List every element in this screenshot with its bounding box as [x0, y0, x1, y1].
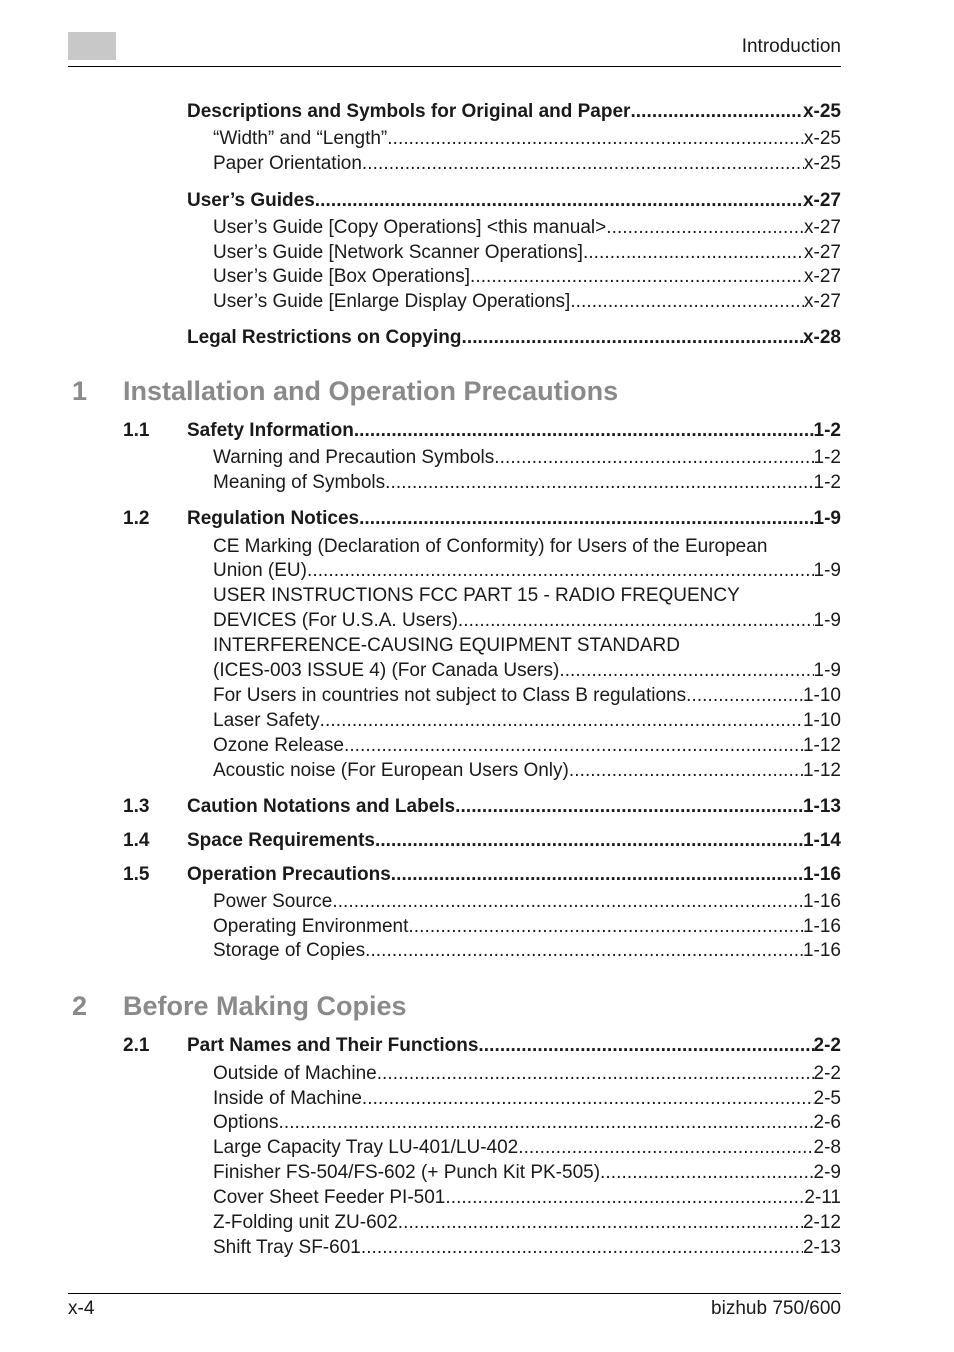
toc-entry-title: “Width” and “Length” [213, 128, 388, 149]
toc-entry-line1[interactable]: INTERFERENCE-CAUSING EQUIPMENT STANDARD [213, 635, 680, 656]
toc-leader-dots [583, 240, 804, 265]
toc-entry[interactable] [213, 708, 841, 733]
toc-entry-page: x-27 [804, 266, 841, 287]
toc-entry-page: 1-16 [802, 940, 841, 961]
toc-entry[interactable] [187, 99, 841, 124]
toc-entry-title: Options [213, 1112, 279, 1133]
toc-entry-page: 1-9 [813, 508, 841, 529]
toc-entry-title: Laser Safety [213, 710, 320, 731]
chapter-heading[interactable] [0, 374, 954, 408]
toc-entry-page: 1-13 [802, 796, 841, 817]
toc-entry[interactable] [213, 1110, 841, 1135]
toc-leader-dots [458, 608, 814, 633]
toc-entry[interactable] [213, 1210, 841, 1235]
toc-leader-dots [570, 289, 804, 314]
toc-leader-dots [478, 1033, 813, 1058]
toc-entry[interactable] [213, 733, 841, 758]
toc-leader-dots [375, 828, 803, 853]
toc-entry-title: Warning and Precaution Symbols [213, 447, 495, 468]
toc-entry-page: 2-11 [804, 1187, 841, 1208]
toc-entry[interactable] [213, 938, 841, 963]
toc-entry[interactable] [213, 1086, 841, 1111]
toc-entry-page: 2-13 [802, 1237, 841, 1258]
product-name: bizhub 750/600 [711, 1298, 841, 1319]
chapter-heading[interactable] [0, 989, 954, 1023]
toc-entry-title: For Users in countries not subject to Class B regulations [213, 685, 687, 706]
toc-entry-title: User’s Guide [Copy Operations] <this manual> [213, 217, 607, 238]
toc-entry[interactable] [213, 1160, 841, 1185]
toc-leader-dots [387, 126, 804, 151]
toc-entry-page: 2-2 [813, 1035, 841, 1056]
toc-leader-dots [359, 506, 813, 531]
toc-entry-title: Ozone Release [213, 735, 344, 756]
toc-entry-page: 1-9 [813, 610, 841, 631]
toc-leader-dots [320, 708, 803, 733]
toc-entry[interactable] [213, 558, 841, 583]
toc-entry-title: Safety Information [187, 420, 354, 441]
toc-leader-dots [361, 1235, 803, 1260]
toc-leader-dots [332, 889, 803, 914]
toc-entry-title: Paper Orientation [213, 153, 362, 174]
toc-entry-page: 1-16 [802, 916, 841, 937]
toc-entry-title: Descriptions and Symbols for Original and Paper [187, 101, 631, 122]
toc-entry-title: Legal Restrictions on Copying [187, 327, 462, 348]
toc-entry-page: x-25 [802, 101, 841, 122]
toc-leader-dots [686, 683, 803, 708]
chapter-title: Installation and Operation Precautions [123, 376, 619, 406]
toc-entry-page: x-25 [804, 128, 841, 149]
toc-entry-page: 2-5 [813, 1088, 841, 1109]
toc-leader-dots [391, 862, 803, 887]
toc-entry-page: 1-12 [802, 735, 841, 756]
toc-entry[interactable] [213, 608, 841, 633]
toc-entry-title: Regulation Notices [187, 508, 360, 529]
section-number: 1.2 [123, 508, 150, 529]
toc-entry-page: 1-14 [802, 830, 841, 851]
toc-leader-dots [344, 733, 803, 758]
toc-entry-page: x-27 [804, 291, 841, 312]
toc-entry-title: Storage of Copies [213, 940, 366, 961]
toc-section-entry[interactable] [187, 862, 841, 887]
toc-entry-page: x-28 [802, 327, 841, 348]
toc-entry[interactable] [213, 1135, 841, 1160]
toc-entry[interactable] [213, 1185, 841, 1210]
toc-leader-dots [278, 1110, 813, 1135]
toc-entry-title: User’s Guide [Enlarge Display Operations] [213, 291, 571, 312]
toc-leader-dots [377, 1061, 814, 1086]
toc-entry[interactable] [213, 126, 841, 151]
toc-entry-title: Operating Environment [213, 916, 409, 937]
toc-section-entry[interactable] [187, 1033, 841, 1058]
toc-entry-page: 1-10 [802, 685, 841, 706]
page-number: x-4 [68, 1298, 95, 1319]
toc-entry-title: Z-Folding unit ZU-602 [213, 1212, 398, 1233]
header-decoration-block [68, 32, 116, 60]
chapter-number: 1 [72, 376, 88, 406]
toc-entry-title: User’s Guide [Network Scanner Operations] [213, 242, 583, 263]
toc-entry-title: Finisher FS-504/FS-602 (+ Punch Kit PK-505) [213, 1162, 601, 1183]
toc-entry-page: 1-9 [813, 560, 841, 581]
toc-entry-page: 1-9 [813, 660, 841, 681]
toc-entry-page: x-27 [804, 217, 841, 238]
toc-entry-line1[interactable]: CE Marking (Declaration of Conformity) for Users of the European [213, 536, 768, 557]
toc-entry-title: Outside of Machine [213, 1063, 377, 1084]
toc-leader-dots [365, 938, 803, 963]
toc-leader-dots [385, 470, 813, 495]
toc-section-entry[interactable] [187, 506, 841, 531]
toc-leader-dots [354, 418, 814, 443]
toc-entry[interactable] [213, 758, 841, 783]
toc-entry[interactable] [187, 325, 841, 350]
toc-leader-dots [398, 1210, 803, 1235]
toc-entry[interactable] [213, 445, 841, 470]
toc-entry-page: x-27 [804, 242, 841, 263]
toc-entry-page: 1-16 [802, 864, 841, 885]
toc-leader-dots [362, 1086, 814, 1111]
toc-entry[interactable] [213, 215, 841, 240]
toc-entry[interactable] [213, 240, 841, 265]
toc-leader-dots [630, 99, 803, 124]
header-rule [68, 66, 841, 67]
toc-entry-title: Acoustic noise (For European Users Only) [213, 760, 569, 781]
toc-entry-title: (ICES-003 ISSUE 4) (For Canada Users) [213, 660, 560, 681]
toc-entry-title: Union (EU) [213, 560, 307, 581]
toc-leader-dots [600, 1160, 813, 1185]
toc-leader-dots [606, 215, 804, 240]
toc-entry[interactable] [213, 289, 841, 314]
toc-entry-title: Caution Notations and Labels [187, 796, 456, 817]
section-number: 1.4 [123, 830, 150, 851]
toc-section-entry[interactable] [187, 828, 841, 853]
toc-entry-page: x-27 [802, 190, 841, 211]
toc-entry[interactable] [213, 1061, 841, 1086]
toc-entry-title: Operation Precautions [187, 864, 391, 885]
section-number: 1.1 [123, 420, 150, 441]
toc-section-entry[interactable] [187, 418, 841, 443]
chapter-title: Before Making Copies [123, 991, 407, 1021]
toc-entry-page: 2-9 [813, 1162, 841, 1183]
toc-entry[interactable] [213, 889, 841, 914]
toc-entry-page: 2-8 [813, 1137, 841, 1158]
toc-section-entry[interactable] [187, 794, 841, 819]
toc-entry-title: Part Names and Their Functions [187, 1035, 479, 1056]
toc-entry[interactable] [213, 264, 841, 289]
toc-leader-dots [408, 914, 803, 939]
section-number: 1.5 [123, 864, 150, 885]
toc-entry[interactable] [213, 683, 841, 708]
toc-entry[interactable] [213, 914, 841, 939]
toc-leader-dots [559, 658, 813, 683]
toc-entry-page: 1-2 [813, 472, 841, 493]
toc-leader-dots [315, 188, 803, 213]
toc-leader-dots [362, 151, 804, 176]
toc-leader-dots [494, 445, 813, 470]
toc-leader-dots [455, 794, 803, 819]
toc-entry[interactable] [213, 1235, 841, 1260]
toc-entry[interactable] [213, 658, 841, 683]
toc-entry-page: 1-12 [802, 760, 841, 781]
section-number: 1.3 [123, 796, 150, 817]
toc-entry-title: Large Capacity Tray LU-401/LU-402 [213, 1137, 519, 1158]
toc-entry[interactable] [213, 470, 841, 495]
toc-entry-title: Inside of Machine [213, 1088, 362, 1109]
toc-entry-title: Meaning of Symbols [213, 472, 386, 493]
toc-leader-dots [518, 1135, 813, 1160]
toc-leader-dots [569, 758, 803, 783]
toc-entry[interactable] [213, 151, 841, 176]
toc-leader-dots [307, 558, 814, 583]
toc-entry-page: x-25 [804, 153, 841, 174]
chapter-number: 2 [72, 991, 88, 1021]
toc-entry-page: 2-12 [802, 1212, 841, 1233]
toc-entry-page: 1-16 [802, 891, 841, 912]
toc-entry-title: Shift Tray SF-601 [213, 1237, 361, 1258]
toc-entry-title: Space Requirements [187, 830, 375, 851]
toc-leader-dots [445, 1185, 804, 1210]
footer-rule [68, 1293, 841, 1294]
header-title: Introduction [741, 36, 841, 57]
toc-entry-page: 2-2 [813, 1063, 841, 1084]
toc-entry-page: 2-6 [813, 1112, 841, 1133]
toc-entry-title: Cover Sheet Feeder PI-501 [213, 1187, 446, 1208]
toc-entry-title: User’s Guides [187, 190, 315, 211]
toc-entry-page: 1-2 [813, 420, 841, 441]
toc-leader-dots [470, 264, 804, 289]
toc-entry-page: 1-2 [813, 447, 841, 468]
toc-leader-dots [461, 325, 802, 350]
toc-entry[interactable] [187, 188, 841, 213]
toc-entry-page: 1-10 [802, 710, 841, 731]
toc-entry-line1[interactable]: USER INSTRUCTIONS FCC PART 15 - RADIO FREQUENCY [213, 585, 740, 606]
toc-entry-title: User’s Guide [Box Operations] [213, 266, 470, 287]
section-number: 2.1 [123, 1035, 150, 1056]
toc-entry-title: Power Source [213, 891, 333, 912]
toc-entry-title: DEVICES (For U.S.A. Users) [213, 610, 458, 631]
